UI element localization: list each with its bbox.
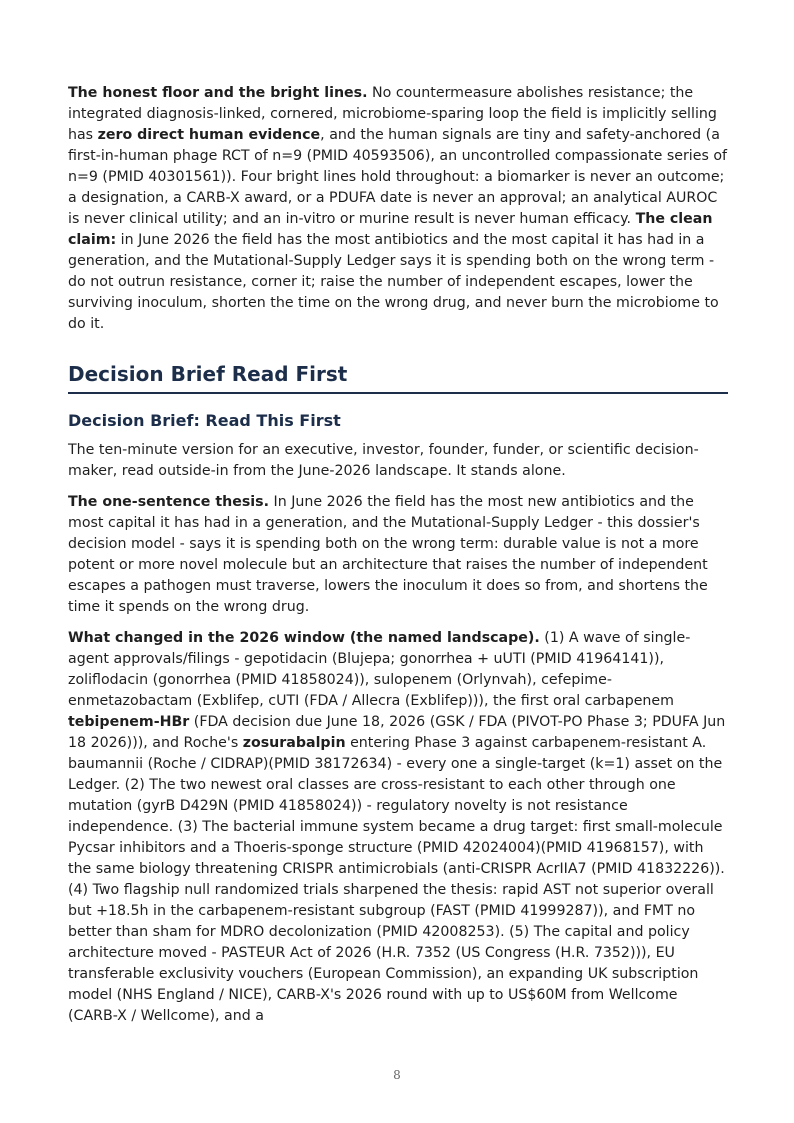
paragraph-what-changed [68,628,728,1027]
paragraph-text: (1) A wave of single-agent approvals/filings - gepotidacin (Blujepa; gonorrhea + uUTI (PMID 41964141)), zoliflodacin (gonorrhea (PMID 41858024)), sulopenem (Orlynvah), cefepime-enmetazobactam (Exblifep, cUTI (FDA / Allecra (Exblifep))), the first oral carbapenem [68,630,691,709]
paragraph-text: in June 2026 the field has the most antibiotics and the most capital it has had in a generation, and the Mutational-Supply Ledger says it is spending both on the wrong term - do not outrun resistance, corner it; raise the number of independent escapes, lower the surviving inoculum, shorten the time on the wrong drug, and never burn the microbiome to do it. [68,232,719,332]
section-heading: Decision Brief Read First [68,361,728,394]
paragraph-text: No countermeasure abolishes resistance; the integrated diagnosis-linked, cornered, microbiome-sparing loop the field is implicitly selling has [68,85,717,143]
page-number: 8 [393,1068,401,1082]
paragraph-text: entering Phase 3 against carbapenem-resistant A. baumannii (Roche / CIDRAP)(PMID 38172634) - every one a single-target (k=1) asset on the Ledger. (2) The two newest oral classes are cross-resistant to each other through one mutation (gyrB D429N (PMID 41858024)) - regulatory novelty is not resistance independence. (3) The bacterial immune system became a drug target: first small-molecule Pycsar inhibitors and a Thoeris-sponge structure (PMID 42024004)(PMID 41968157), with the same biology threatening CRISPR antimicrobials (anti-CRISPR AcrIIA7 (PMID 41832226)). (4) Two flagship null randomized trials sharpened the thesis: rapid AST not superior overall but +18.5h in the carbapenem-resistant subgroup (FAST (PMID 41999287)), and FMT no better than sham for MDRO decolonization (PMID 42008253). (5) The capital and policy architecture moved - PASTEUR Act of 2026 (H.R. 7352 (US Congress (H.R. 7352))), EU transferable exclusivity vouchers (European Commission), an expanding UK subscription model (NHS England / NICE), CARB-X's 2026 round with up to US$60M from Wellcome (CARB-X / Wellcome), and a [68,735,725,1024]
paragraph-lead: What changed in the 2026 window (the named landscape). [68,630,540,646]
emphasis-text: zosurabalpin [242,735,346,751]
paragraph-lead: The honest floor and the bright lines. [68,85,368,101]
paragraph-honest-floor [68,83,728,335]
paragraph-text: , and the human signals are tiny and safety-anchored (a first-in-human phage RCT of n=9 (PMID 40593506), an uncontrolled compassionate series of n=9 (PMID 40301561)). Four bright lines hold throughout: a biomarker is never an outcome; a designation, a CARB-X award, or a PDUFA date is never an approval; an analytical AUROC is never clinical utility; and an in-vitro or murine result is never human efficacy. [68,127,728,227]
paragraph-text: In June 2026 the field has the most new antibiotics and the most capital it has had in a generation, and the Mutational-Supply Ledger - this dossier's decision model - says it is spending both on the wrong term: durable value is not a more potent or more novel molecule but an architecture that raises the number of independent escapes a pathogen must traverse, lowers the inoculum it does so from, and shortens the time it spends on the wrong drug. [68,494,708,615]
paragraph-thesis [68,492,728,618]
paragraph-text: (FDA decision due June 18, 2026 (GSK / FDA (PIVOT-PO Phase 3; PDUFA Jun 18 2026))), and Roche's [68,714,726,751]
paragraph-lead: The one-sentence thesis. [68,494,269,510]
paragraph-intro: The ten-minute version for an executive, investor, founder, funder, or scientific decision-maker, read outside-in from the June-2026 landscape. It stands alone. [68,442,699,479]
emphasis-text: tebipenem-HBr [68,714,190,730]
emphasis-text: The clean claim: [68,211,713,248]
subsection-heading: Decision Brief: Read This First [68,411,341,430]
document-body [68,83,728,1027]
emphasis-text: zero direct human evidence [97,127,321,143]
